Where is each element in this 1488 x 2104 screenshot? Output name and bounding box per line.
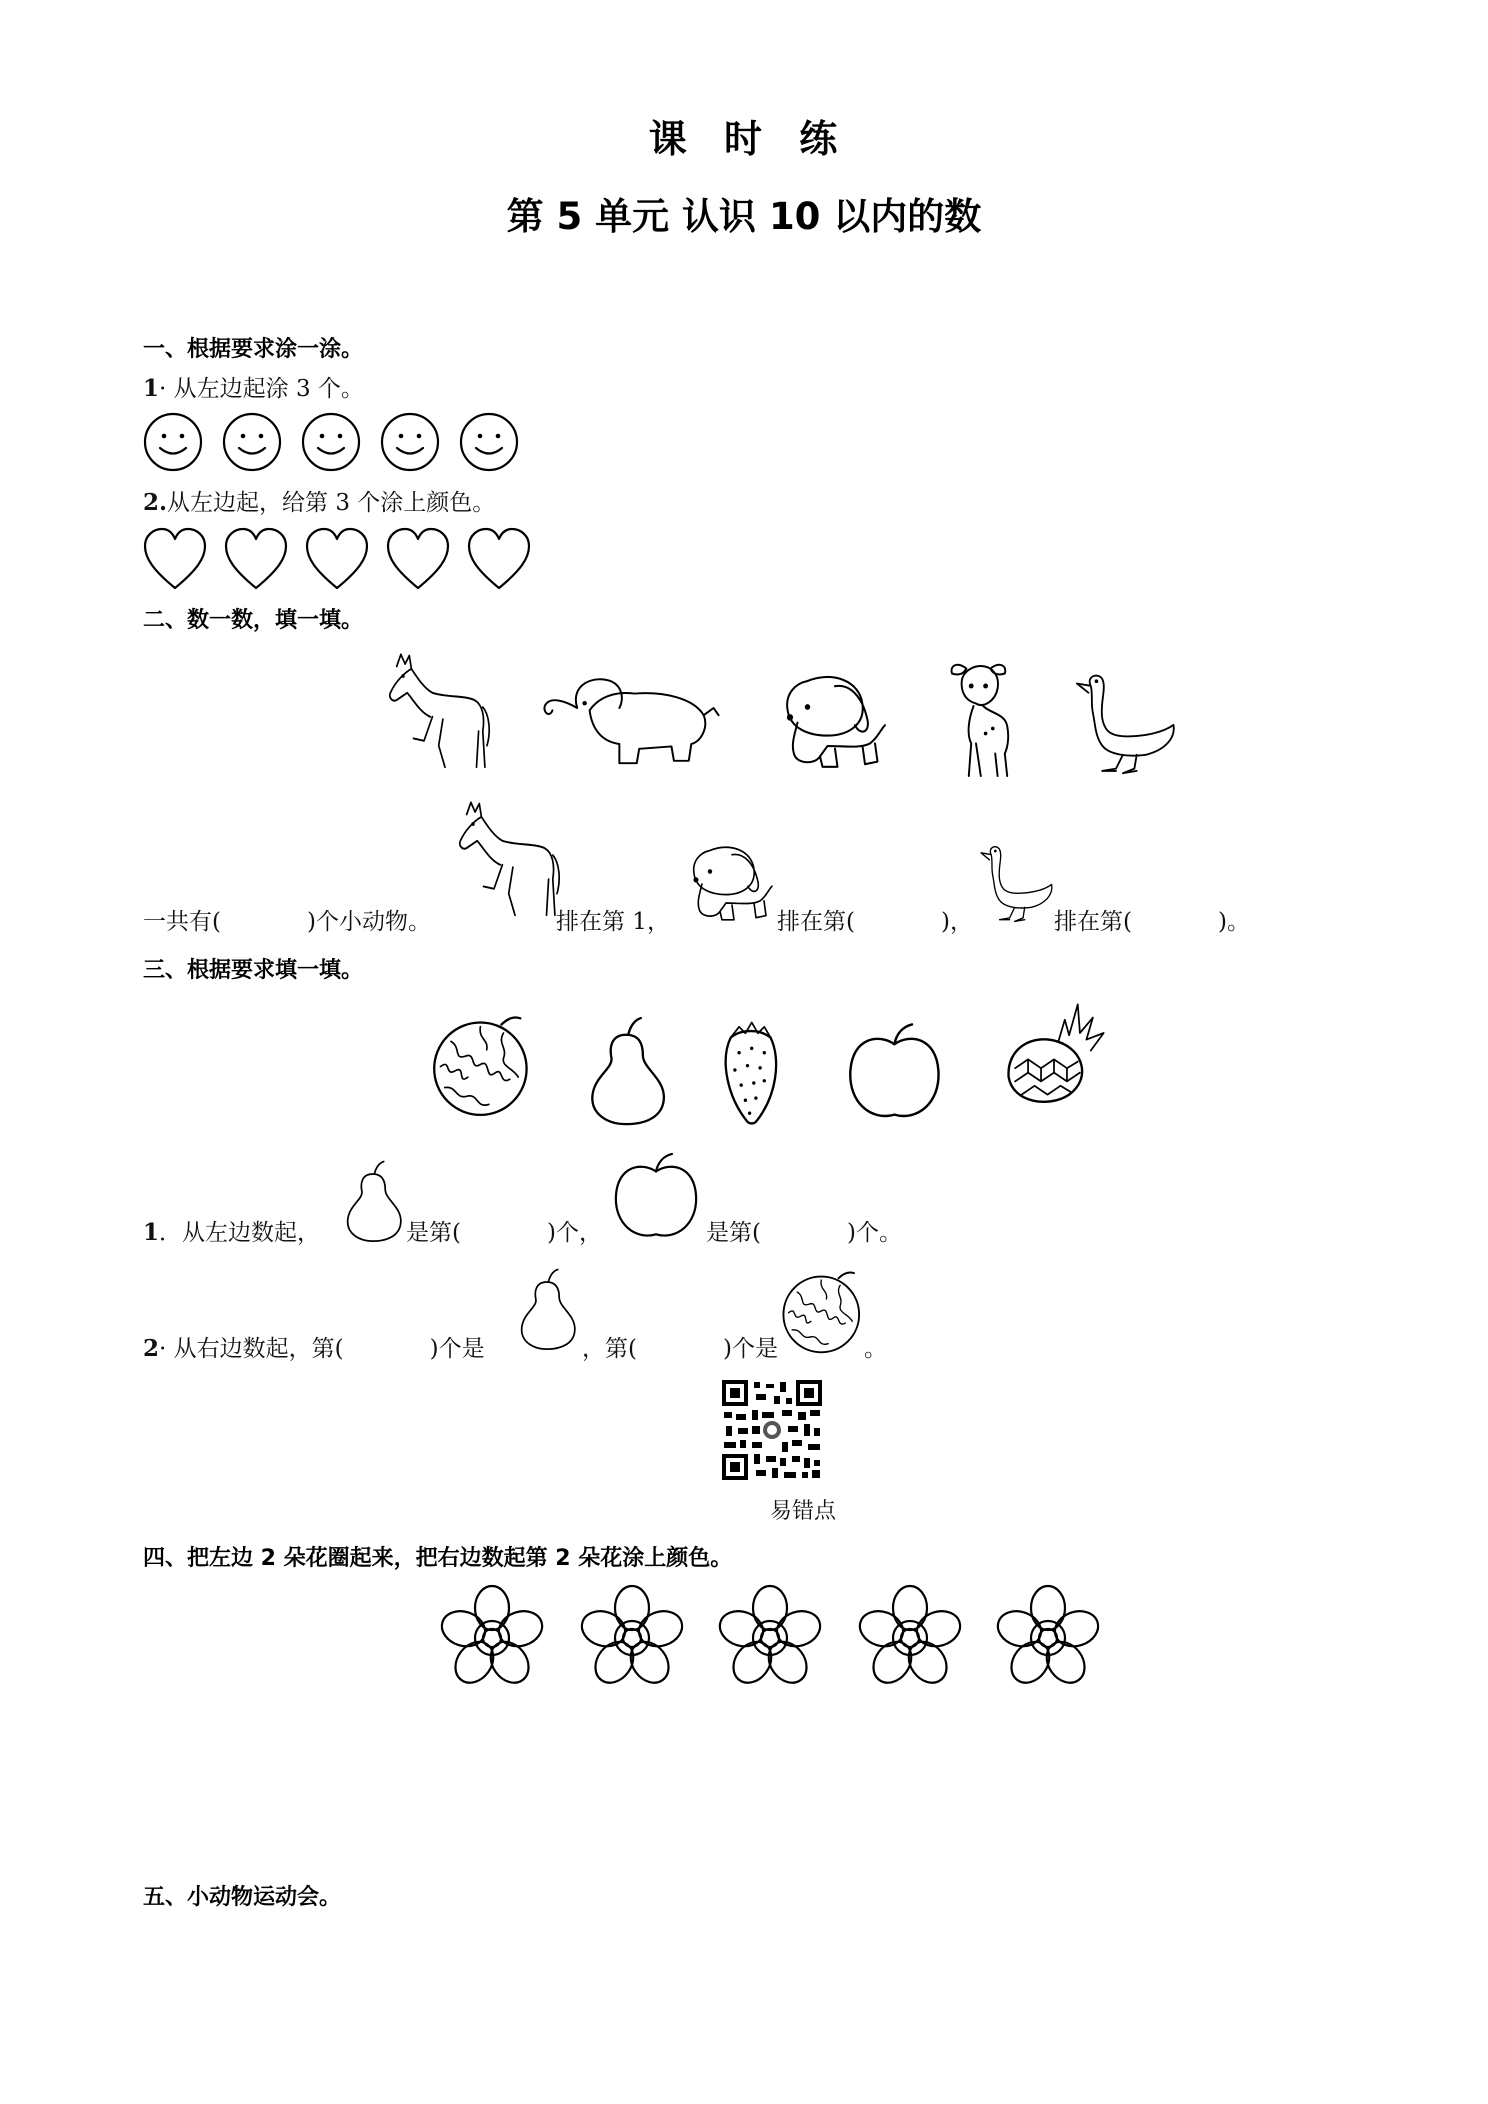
s1-q1-text: · 从左边起涂 3 个。 [159,376,364,402]
s3-q2-second-line [582,1330,778,1363]
smiley-face-icon[interactable] [222,412,282,472]
watermelon-icon [430,1012,534,1120]
s1-question-2 [143,484,495,517]
s3-q1-number: 1 [143,1219,160,1246]
s3-q1-apple-line [706,1214,902,1247]
s1-question-1 [143,370,364,403]
section-2-heading: 二、数一数，填一填。 [143,608,364,633]
s3-q2-c: ，第( [582,1336,637,1362]
heart-icon[interactable] [224,528,288,590]
s3-q1-e: )个。 [846,1220,902,1246]
s3-q2-e: 。 [864,1336,887,1362]
section-4-heading: 四、把左边 2 朵花圈起来，把右边数起第 2 朵花涂上颜色。 [143,1546,733,1571]
s2-count-line [143,903,431,936]
section-3-heading: 三、根据要求填一填。 [143,958,364,983]
smiley-face-icon[interactable] [380,412,440,472]
smiley-face-icon[interactable] [301,412,361,472]
s3-q1-pear-line [406,1214,602,1247]
s2-fill-5: )， [940,909,973,935]
s3-q1-d: 是第( [706,1220,761,1246]
elephant-icon [540,672,720,768]
s3-q1-b: 是第( [406,1220,461,1246]
s2-fill-4: 排在第( [777,909,855,935]
s3-q1-a: ．从左边数起， [159,1220,321,1246]
s3-q2-d: )个是 [722,1336,778,1362]
s2-goose-line [1054,903,1250,936]
s2-fill-3: 排在第 1， [556,909,670,935]
heart-icon[interactable] [305,528,369,590]
heart-icon[interactable] [143,528,207,590]
horse-icon [452,800,556,924]
s2-fill-6: 排在第( [1054,909,1132,935]
s2-fill-1: 一共有( [143,909,221,935]
s1-q2-text: 从左边起，给第 3 个涂上颜色。 [167,490,496,516]
s3-question-1 [143,1214,320,1247]
worksheet-title: 课 时 练 [648,117,840,161]
s3-q2-b: )个是 [429,1336,485,1362]
smiley-face-icon[interactable] [143,412,203,472]
heart-icon[interactable] [467,528,531,590]
s3-question-2 [143,1330,485,1363]
s2-puppy-line [777,903,973,936]
goose-icon [976,844,1056,924]
s3-q2-a: · 从右边数起，第( [159,1336,344,1362]
pear-icon [340,1160,410,1244]
puppy-icon [680,840,776,930]
qr-caption: 易错点 [770,1499,837,1524]
pineapple-icon [1000,1000,1112,1114]
pear-icon [582,1016,672,1126]
flower-icon[interactable] [718,1584,826,1692]
heart-icon[interactable] [386,528,450,590]
s2-fill-7: )。 [1217,909,1250,935]
flower-icon[interactable] [440,1584,548,1692]
section-1-heading: 一、根据要求涂一涂。 [143,337,364,362]
flower-icon[interactable] [996,1584,1104,1692]
fawn-icon [940,656,1020,780]
flower-icon[interactable] [580,1584,688,1692]
watermelon-icon [780,1268,864,1358]
section-5-heading: 五、小动物运动会。 [143,1885,342,1910]
pear-icon [514,1268,584,1352]
flower-icon[interactable] [858,1584,966,1692]
strawberry-icon [716,1016,786,1126]
s2-fill-2: )个小动物。 [306,909,431,935]
qr-code-icon[interactable] [722,1380,822,1480]
s3-q2-number: 2 [143,1335,160,1362]
puppy-icon [770,668,890,778]
apple-icon [846,1020,946,1120]
apple-icon [612,1150,702,1234]
s3-q1-c: )个， [546,1220,602,1246]
unit-subtitle: 第 5 单元 认识 10 以内的数 [506,195,982,238]
smiley-face-icon[interactable] [459,412,519,472]
s1-q1-number: 1 [143,375,160,402]
goose-icon [1070,672,1180,776]
s1-q2-number: 2. [143,489,168,516]
horse-icon [382,652,486,776]
